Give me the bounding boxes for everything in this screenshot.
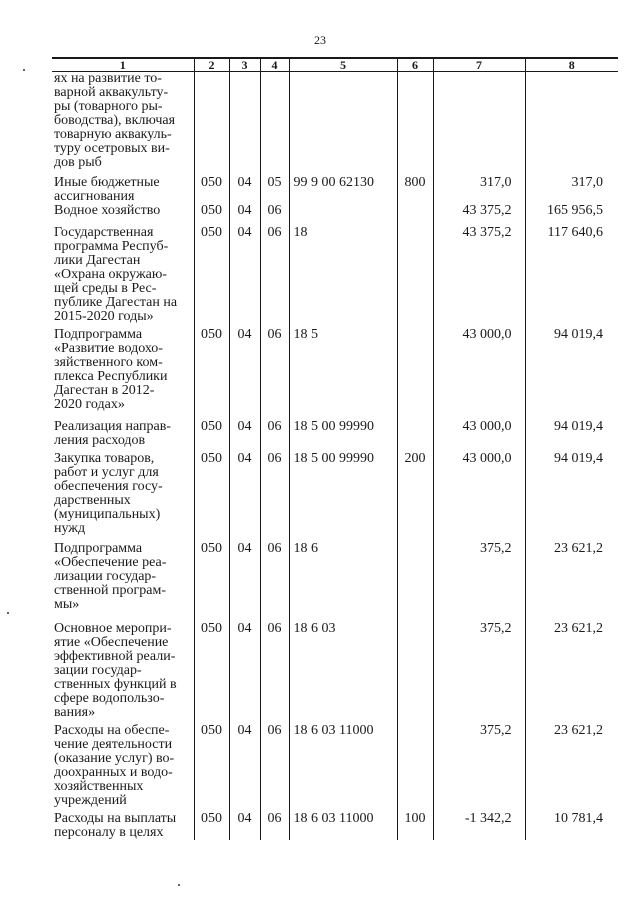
- row-name-line: плекса Республики: [54, 369, 168, 384]
- row-name-cell: [52, 328, 194, 420]
- expense-type-cell: [397, 328, 433, 420]
- subsection-cell: 04: [229, 812, 260, 840]
- row-name-line: доохранных и водо-: [54, 765, 173, 780]
- row-name-line: мы»: [54, 597, 80, 612]
- row-name-line: ления расходов: [54, 433, 146, 448]
- row-name-line: ятие «Обеспечение: [54, 635, 169, 650]
- table-body: [52, 72, 618, 841]
- item-cell: 06: [260, 420, 289, 452]
- subsection-cell: [229, 72, 260, 177]
- row-name-line: нужд: [54, 521, 86, 536]
- item-cell: 06: [260, 622, 289, 724]
- column-header: 8: [525, 58, 618, 72]
- section-cell: 050: [194, 420, 229, 452]
- amount-2019-cell: -1 342,2: [433, 812, 525, 840]
- amount-2019-cell: 375,2: [433, 724, 525, 812]
- row-name-line: чение деятельности: [54, 737, 173, 752]
- item-cell: 06: [260, 204, 289, 226]
- item-cell: 06: [260, 812, 289, 840]
- expense-type-cell: [397, 204, 433, 226]
- amount-2019-cell: 43 000,0: [433, 328, 525, 420]
- section-cell: [194, 72, 229, 177]
- column-header: 5: [289, 58, 397, 72]
- expense-type-cell: [397, 226, 433, 328]
- row-name-line: публике Дагестан на: [54, 295, 178, 310]
- row-name-line: сфере водопользо-: [54, 691, 165, 706]
- amount-2019-cell: 43 375,2: [433, 226, 525, 328]
- target-code-cell: 18 6 03 11000: [289, 724, 397, 812]
- row-name-line: программа Респуб-: [54, 239, 169, 254]
- subsection-cell: 04: [229, 724, 260, 812]
- table-row: [52, 226, 618, 328]
- amount-2019-cell: 317,0: [433, 176, 525, 204]
- row-name-line: (муниципальных): [54, 507, 161, 522]
- expense-type-cell: [397, 724, 433, 812]
- row-name-cell: [52, 724, 194, 812]
- column-header: 1: [52, 58, 194, 72]
- amount-2020-cell: 23 621,2: [525, 724, 618, 812]
- row-name-line: эффективной реали-: [54, 649, 176, 664]
- row-name-line: учреждений: [54, 793, 127, 808]
- expense-type-cell: [397, 420, 433, 452]
- table-row: [52, 204, 618, 226]
- row-name-line: «Обеспечение реа-: [54, 555, 167, 570]
- row-name-line: обеспечения госу-: [54, 479, 163, 494]
- subsection-cell: 04: [229, 226, 260, 328]
- section-cell: 050: [194, 724, 229, 812]
- row-name-line: Государственная: [54, 225, 154, 240]
- column-header: 3: [229, 58, 260, 72]
- row-name-line: (оказание услуг) во-: [54, 751, 175, 766]
- expense-type-cell: 800: [397, 176, 433, 204]
- row-name-line: «Охрана окружаю-: [54, 267, 167, 282]
- expense-type-cell: [397, 72, 433, 177]
- target-code-cell: 18 5 00 99990: [289, 452, 397, 542]
- target-code-cell: 18 6 03 11000: [289, 812, 397, 840]
- row-name-cell: [52, 812, 194, 840]
- page-number: 23: [314, 33, 326, 47]
- item-cell: 06: [260, 542, 289, 622]
- amount-2019-cell: [433, 72, 525, 177]
- amount-2020-cell: 23 621,2: [525, 622, 618, 724]
- row-name-line: Расходы на обеспе-: [54, 723, 170, 738]
- expense-type-cell: [397, 542, 433, 622]
- table-row: [52, 420, 618, 452]
- row-name-line: работ и услуг для: [54, 465, 159, 480]
- amount-2019-cell: 375,2: [433, 622, 525, 724]
- budget-table: [52, 57, 618, 840]
- expense-type-cell: [397, 622, 433, 724]
- amount-2020-cell: 94 019,4: [525, 452, 618, 542]
- amount-2019-cell: 43 000,0: [433, 420, 525, 452]
- row-name-cell: [52, 420, 194, 452]
- row-name-line: Подпрограмма: [54, 327, 143, 342]
- row-name-line: хозяйственных: [54, 779, 144, 794]
- expense-type-cell: 100: [397, 812, 433, 840]
- row-name-cell: [52, 622, 194, 724]
- subsection-cell: 04: [229, 420, 260, 452]
- item-cell: 05: [260, 176, 289, 204]
- row-name-line: боводства), включая: [54, 113, 176, 128]
- target-code-cell: 18 6: [289, 542, 397, 622]
- margin-mark: [178, 884, 180, 886]
- section-cell: 050: [194, 176, 229, 204]
- row-name-line: ассигнования: [54, 189, 135, 204]
- target-code-cell: 99 9 00 62130: [289, 176, 397, 204]
- row-name-line: Подпрограмма: [54, 541, 143, 556]
- amount-2019-cell: 43 375,2: [433, 204, 525, 226]
- row-name-line: зации государ-: [54, 663, 142, 678]
- row-name-cell: [52, 226, 194, 328]
- row-name-line: «Развитие водохо-: [54, 341, 163, 356]
- amount-2020-cell: 23 621,2: [525, 542, 618, 622]
- row-name-line: Водное хозяйство: [54, 203, 161, 218]
- item-cell: 06: [260, 724, 289, 812]
- table-row: [52, 176, 618, 204]
- target-code-cell: 18: [289, 226, 397, 328]
- item-cell: 06: [260, 452, 289, 542]
- target-code-cell: [289, 204, 397, 226]
- target-code-cell: 18 5: [289, 328, 397, 420]
- row-name-line: дов рыб: [54, 155, 102, 170]
- subsection-cell: 04: [229, 622, 260, 724]
- amount-2020-cell: 10 781,4: [525, 812, 618, 840]
- column-header: 7: [433, 58, 525, 72]
- table-row: [52, 452, 618, 542]
- row-name-cell: [52, 72, 194, 177]
- column-header: 4: [260, 58, 289, 72]
- row-name-cell: [52, 542, 194, 622]
- row-name-line: Реализация направ-: [54, 419, 171, 434]
- column-header: 2: [194, 58, 229, 72]
- amount-2019-cell: 375,2: [433, 542, 525, 622]
- section-cell: 050: [194, 452, 229, 542]
- item-cell: 06: [260, 328, 289, 420]
- table-header-row: [52, 58, 618, 72]
- row-name-line: ственных функций в: [54, 677, 177, 692]
- expense-type-cell: 200: [397, 452, 433, 542]
- row-name-line: Дагестан в 2012-: [54, 383, 155, 398]
- row-name-line: Расходы на выплаты: [54, 811, 177, 826]
- subsection-cell: 04: [229, 176, 260, 204]
- item-cell: 06: [260, 226, 289, 328]
- row-name-line: Закупка товаров,: [54, 451, 155, 466]
- table-row: [52, 724, 618, 812]
- row-name-line: лики Дагестан: [54, 253, 141, 268]
- row-name-line: Иные бюджетные: [54, 175, 160, 190]
- row-name-line: персоналу в целях: [54, 825, 164, 840]
- subsection-cell: 04: [229, 452, 260, 542]
- row-name-cell: [52, 204, 194, 226]
- row-name-line: товарную аквакуль-: [54, 127, 172, 142]
- target-code-cell: 18 6 03: [289, 622, 397, 724]
- column-header: 6: [397, 58, 433, 72]
- section-cell: 050: [194, 542, 229, 622]
- section-cell: 050: [194, 328, 229, 420]
- row-name-line: ях на развитие то-: [54, 71, 162, 86]
- row-name-line: 2020 годах»: [54, 397, 125, 412]
- amount-2019-cell: 43 000,0: [433, 452, 525, 542]
- subsection-cell: 04: [229, 328, 260, 420]
- row-name-line: туру осетровых ви-: [54, 141, 170, 156]
- amount-2020-cell: [525, 72, 618, 177]
- target-code-cell: [289, 72, 397, 177]
- row-name-line: ственной програм-: [54, 583, 167, 598]
- section-cell: 050: [194, 204, 229, 226]
- section-cell: 050: [194, 226, 229, 328]
- table-row: [52, 72, 618, 177]
- amount-2020-cell: 117 640,6: [525, 226, 618, 328]
- row-name-line: Основное меропри-: [54, 621, 172, 636]
- subsection-cell: 04: [229, 542, 260, 622]
- subsection-cell: 04: [229, 204, 260, 226]
- table-row: [52, 812, 618, 840]
- row-name-line: варной аквакульту-: [54, 85, 169, 100]
- row-name-cell: [52, 176, 194, 204]
- target-code-cell: 18 5 00 99990: [289, 420, 397, 452]
- section-cell: 050: [194, 622, 229, 724]
- margin-mark: [23, 69, 25, 71]
- row-name-line: зяйственного ком-: [54, 355, 163, 370]
- table-row: [52, 622, 618, 724]
- amount-2020-cell: 94 019,4: [525, 328, 618, 420]
- row-name-line: вания»: [54, 705, 96, 720]
- table-row: [52, 542, 618, 622]
- amount-2020-cell: 94 019,4: [525, 420, 618, 452]
- row-name-line: лизации государ-: [54, 569, 157, 584]
- row-name-cell: [52, 452, 194, 542]
- row-name-line: ры (товарного ры-: [54, 99, 163, 114]
- section-cell: 050: [194, 812, 229, 840]
- amount-2020-cell: 317,0: [525, 176, 618, 204]
- table-row: [52, 328, 618, 420]
- margin-mark: [7, 612, 9, 614]
- item-cell: [260, 72, 289, 177]
- row-name-line: щей среды в Рес-: [54, 281, 157, 296]
- row-name-line: 2015-2020 годы»: [54, 309, 154, 324]
- amount-2020-cell: 165 956,5: [525, 204, 618, 226]
- row-name-line: дарственных: [54, 493, 131, 508]
